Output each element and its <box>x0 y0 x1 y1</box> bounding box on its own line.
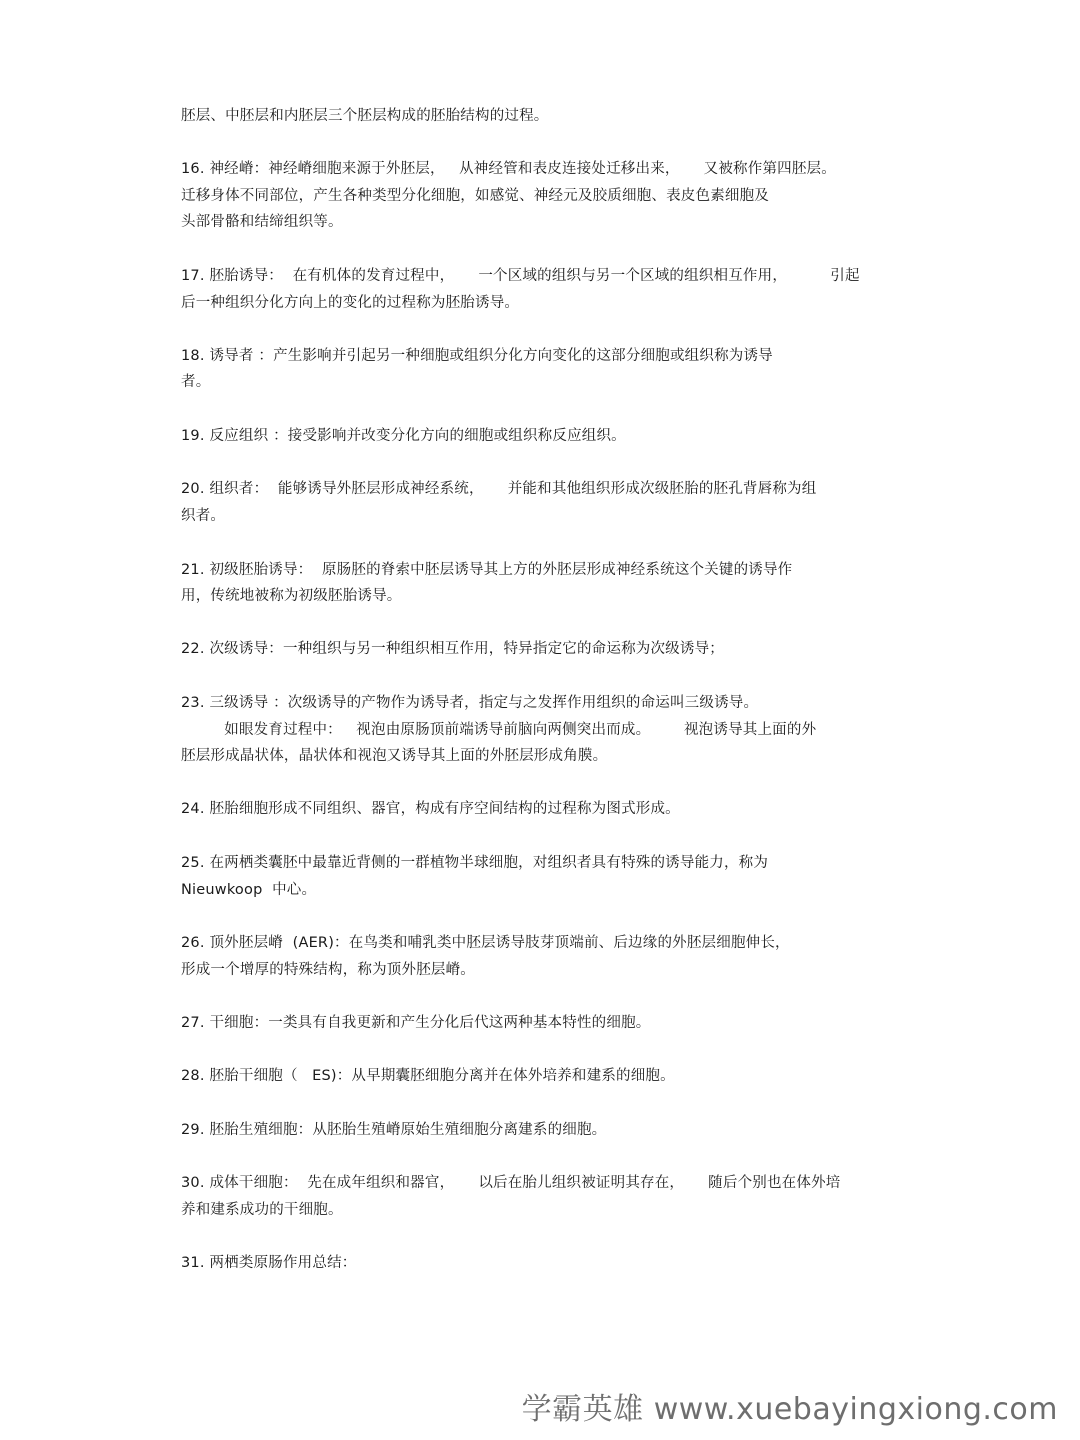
text-line: 后一种组织分化方向上的变化的过程称为胚胎诱导。 <box>181 295 520 311</box>
text-line: 如眼发育过程中： 视泡由原肠顶前端诱导前脑向两侧突出而成。 视泡诱导其上面的外 <box>181 722 817 738</box>
text-line: 30. 成体干细胞： 先在成年组织和器官， 以后在胎儿组织被证明其存在， 随后个别也在体外培 <box>181 1175 841 1191</box>
text-line: 24. 胚胎细胞形成不同组织、器官，构成有序空间结构的过程称为图式形成。 <box>181 801 680 817</box>
text-line: 迁移身体不同部位，产生各种类型分化细胞，如感觉、神经元及胶质细胞、表皮色素细胞及 <box>181 188 769 204</box>
text-line: 16. 神经嵴：神经嵴细胞来源于外胚层， 从神经管和表皮连接处迁移出来， 又被称作第四胚层。 <box>181 161 836 177</box>
text-line: 19. 反应组织 ：接受影响并改变分化方向的细胞或组织称反应组织。 <box>181 428 626 444</box>
text-line: 18. 诱导者 ：产生影响并引起另一种细胞或组织分化方向变化的这部分细胞或组织称为诱导 <box>181 348 773 364</box>
text-line: 20. 组织者： 能够诱导外胚层形成神经系统， 并能和其他组织形成次级胚胎的胚孔背唇称为组 <box>181 481 817 497</box>
text-line: 21. 初级胚胎诱导： 原肠胚的脊索中胚层诱导其上方的外胚层形成神经系统这个关键的诱导作 <box>181 562 793 578</box>
text-line: 者。 <box>181 374 211 390</box>
text-line: 26. 顶外胚层嵴 (AER)：在鸟类和哺乳类中胚层诱导肢芽顶端前、后边缘的外胚层细胞伸长， <box>181 935 790 951</box>
text-line: 23. 三级诱导 ：次级诱导的产物作为诱导者，指定与之发挥作用组织的命运叫三级诱导。 <box>181 695 759 711</box>
text-line: 织者。 <box>181 508 226 524</box>
text-line: 胚层形成晶状体，晶状体和视泡又诱导其上面的外胚层形成角膜。 <box>181 748 608 764</box>
text-line: 用，传统地被称为初级胚胎诱导。 <box>181 588 402 604</box>
text-line: 形成一个增厚的特殊结构，称为顶外胚层嵴。 <box>181 962 475 978</box>
text-line: 27. 干细胞：一类具有自我更新和产生分化后代这两种基本特性的细胞。 <box>181 1015 651 1031</box>
text-line: 22. 次级诱导：一种组织与另一种组织相互作用，特异指定它的命运称为次级诱导； <box>181 641 724 657</box>
watermark: 学霸英雄 www.xuebayingxiong.com <box>521 1392 1058 1427</box>
text-line: 养和建系成功的干细胞。 <box>181 1202 343 1218</box>
text-line: 29. 胚胎生殖细胞：从胚胎生殖嵴原始生殖细胞分离建系的细胞。 <box>181 1122 607 1138</box>
text-line: 胚层、中胚层和内胚层三个胚层构成的胚胎结构的过程。 <box>181 108 549 124</box>
text-line: 17. 胚胎诱导： 在有机体的发育过程中， 一个区域的组织与另一个区域的组织相互作用， 引起 <box>181 268 860 284</box>
text-line: 25. 在两栖类囊胚中最靠近背侧的一群植物半球细胞，对组织者具有特殊的诱导能力，称为 <box>181 855 769 871</box>
text-line: Nieuwkoop 中心。 <box>181 882 317 898</box>
text-line: 28. 胚胎干细胞（ ES)：从早期囊胚细胞分离并在体外培养和建系的细胞。 <box>181 1068 675 1084</box>
text-line: 31. 两栖类原肠作用总结： <box>181 1255 357 1271</box>
text-line: 头部骨骼和结缔组织等。 <box>181 214 343 230</box>
